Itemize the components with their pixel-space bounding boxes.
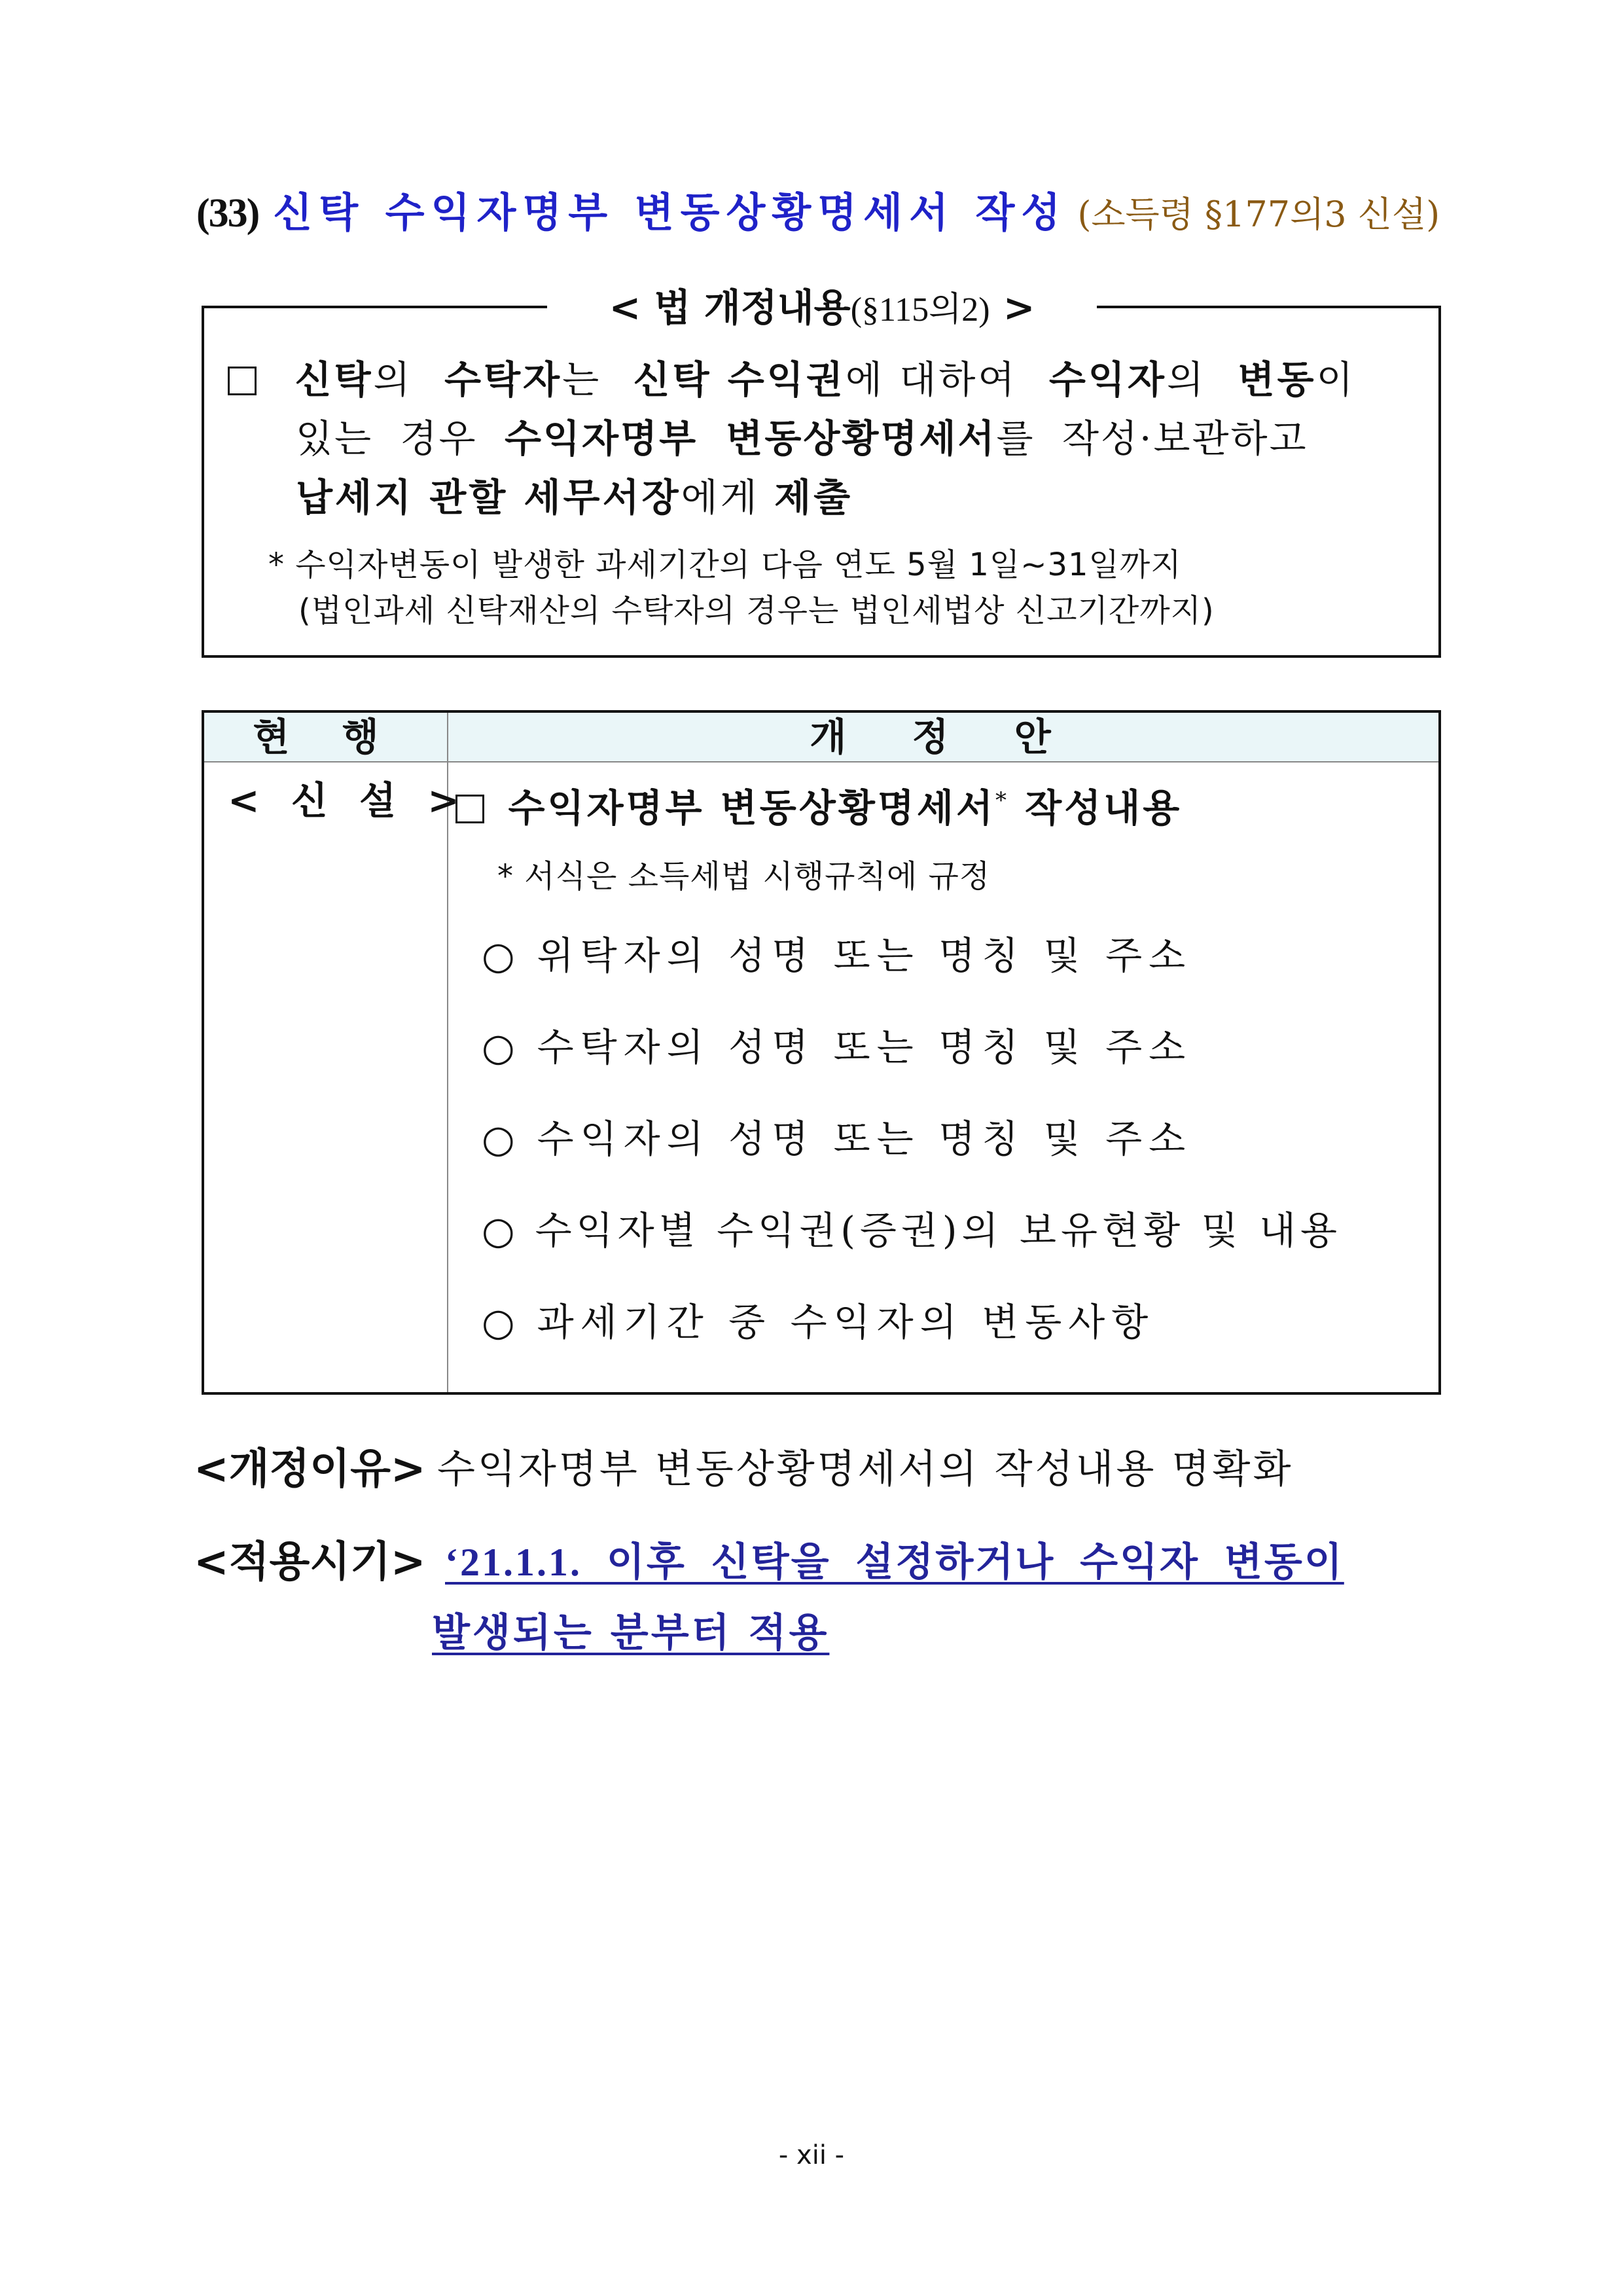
reason-label: <개정이유> [194, 1445, 426, 1494]
proposed-item-text: 위탁자의 성명 또는 명칭 및 주소 [537, 933, 1192, 978]
header-proposed: 개 정 안 [810, 715, 1077, 759]
section-heading: 신탁 수익자명부 변동상황명세서 작성 [273, 188, 1067, 236]
page-number: - xii - [778, 2140, 845, 2170]
law-term: 신탁 [294, 357, 374, 402]
proposed-item-text: 수익자의 성명 또는 명칭 및 주소 [537, 1117, 1192, 1161]
proposed-heading-text: 수익자명부 변동상황명세서 [508, 785, 995, 831]
section-number: (33) [196, 191, 259, 236]
apply-date: ‘21.1.1. [445, 1541, 582, 1584]
proposed-item [482, 929, 1192, 982]
bullet-circle-icon: ○ [482, 1300, 522, 1344]
checkbox-icon [228, 367, 257, 395]
law-box-title-ref: (§115의2) [850, 291, 990, 329]
law-text: 에게 [681, 475, 775, 520]
proposed-item [482, 1113, 1192, 1165]
law-text: 있는 경우 [296, 416, 505, 461]
law-line-1 [228, 353, 1356, 406]
table-header-divider [204, 761, 1438, 762]
proposed-item [482, 1296, 1154, 1348]
law-line-3 [296, 471, 853, 524]
proposed-item-text: 수익자별 수익권(증권)의 보유현황 및 내용 [535, 1208, 1342, 1253]
law-text: 의 [373, 357, 427, 402]
header-current: 현 행 [253, 715, 399, 759]
footnote-mark: * [995, 787, 1009, 814]
law-box-title [547, 281, 1097, 336]
law-line-2 [296, 412, 1308, 465]
proposed-item-text: 과세기간 중 수익자의 변동사항 [537, 1300, 1155, 1344]
apply-line-1 [445, 1533, 1344, 1592]
law-text: 에 대하여 [845, 357, 1032, 402]
law-term: 변동 [1238, 357, 1317, 402]
proposed-heading [455, 774, 1182, 834]
section-title [196, 187, 1440, 241]
proposed-heading-tail: 작성내용 [1008, 785, 1183, 831]
law-term: 수익자 [1048, 357, 1167, 402]
law-term: 수탁자 [444, 357, 563, 402]
apply-line-1-text: 이후 신탁을 설정하거나 수익자 변동이 [581, 1539, 1344, 1585]
reason-text: 수익자명부 변동상황명세서의 작성내용 명확화 [437, 1446, 1294, 1492]
law-note-1: * 수익자변동이 발생한 과세기간의 다음 연도 5월 1일~31일까지 [268, 547, 1182, 583]
law-text: 는 [562, 357, 616, 402]
apply-line-2: 발생되는 분부터 적용 [432, 1610, 830, 1656]
bullet-circle-icon: ○ [482, 1208, 520, 1253]
bullet-circle-icon: ○ [482, 1117, 522, 1161]
law-text: 를 작성·보관하고 [996, 416, 1308, 461]
law-note-2: (법인과세 신탁재산의 수탁자의 경우는 법인세법상 신고기간까지) [298, 592, 1215, 629]
law-box-title-close: > [990, 285, 1035, 330]
law-term: 신탁 수익권 [633, 357, 846, 402]
current-new-provision: < 신 설 > [228, 778, 469, 823]
bullet-circle-icon: ○ [482, 1025, 522, 1069]
proposed-item [482, 1021, 1192, 1073]
law-term: 납세지 관할 세무서장 [296, 475, 681, 520]
law-term: 제출 [774, 475, 853, 520]
law-text: 의 [1166, 357, 1221, 402]
law-text: 이 [1316, 357, 1356, 402]
section-reference: (소득령 §177의3 신설) [1077, 194, 1440, 235]
proposed-item [482, 1204, 1342, 1257]
apply-label: <적용시기> [194, 1538, 426, 1587]
checkbox-icon [455, 795, 484, 823]
proposed-note: * 서식은 소득세법 시행규칙에 규정 [497, 858, 991, 895]
law-term: 수익자명부 변동상황명세서 [505, 416, 997, 461]
bullet-circle-icon: ○ [482, 933, 522, 978]
law-box-title-text: < 법 개정내용 [609, 285, 851, 330]
proposed-item-text: 수탁자의 성명 또는 명칭 및 주소 [537, 1025, 1192, 1069]
